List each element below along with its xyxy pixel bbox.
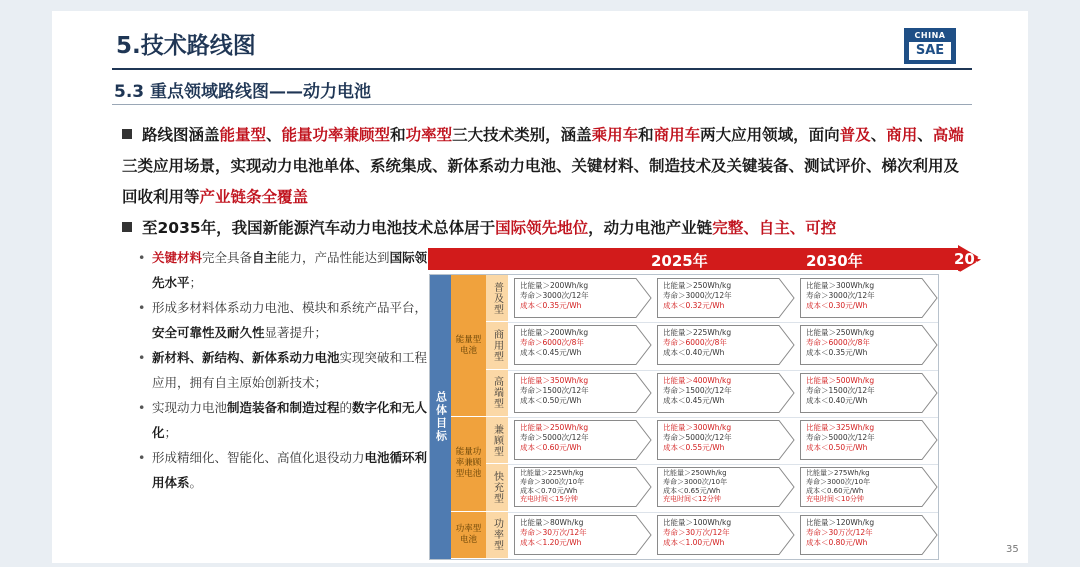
bullet-scope-segment: 路线图涵盖 <box>142 126 220 144</box>
key-point-text: 能力，产品性能达到 <box>277 250 390 265</box>
roadmap-target-cell <box>800 278 924 318</box>
row-divider <box>508 512 938 513</box>
target-metric: 比能量＞250Wh/kg <box>806 328 875 338</box>
title-divider <box>112 68 972 70</box>
target-metric: 成本＜0.60元/Wh <box>806 486 864 495</box>
year-2035: 2035年 <box>954 250 996 288</box>
target-metric: 比能量＞250Wh/kg <box>663 281 732 290</box>
target-metric: 成本＜1.00元/Wh <box>663 537 725 547</box>
target-metric: 成本＜0.30元/Wh <box>806 301 868 310</box>
target-metric: 成本＜0.55元/Wh <box>663 443 725 452</box>
china-sae-logo <box>904 28 956 64</box>
target-metric: 比能量＞500Wh/kg <box>806 375 875 385</box>
target-metric: 寿命＞30万次/12年 <box>520 527 587 537</box>
target-metric: 成本＜0.45元/Wh <box>663 395 725 405</box>
scenario-label: 快充型 <box>486 464 508 511</box>
key-point-item <box>132 345 432 395</box>
bullet-scope-segment: 、 <box>266 126 282 144</box>
year-2030: 2030年 <box>806 252 863 270</box>
target-metric: 比能量＞225Wh/kg <box>663 328 732 338</box>
target-metric: 寿命＞3000次/10年 <box>663 477 728 486</box>
key-point-text: 制造装备和制造过程 <box>227 400 340 415</box>
target-metric: 比能量＞400Wh/kg <box>663 375 732 385</box>
bullet-2035-text <box>142 219 836 237</box>
roadmap-target-cell <box>657 325 781 365</box>
bullet-scope-segment: 、 <box>870 126 887 144</box>
target-metric: 比能量＞300Wh/kg <box>806 281 875 290</box>
key-point-text: 数字化和无人化 <box>152 400 428 440</box>
key-point-text: 电池循环利用体系 <box>152 450 428 490</box>
target-metric: 寿命＞3000次/12年 <box>663 291 732 300</box>
target-metric: 成本＜0.80元/Wh <box>806 537 868 547</box>
scenario-label: 高端型 <box>486 370 508 417</box>
key-point-text: 新材料、新结构、新体系动力电池 <box>152 350 340 365</box>
slide <box>52 11 1028 563</box>
roadmap-target-cell <box>800 515 924 555</box>
target-metric: 比能量＞100Wh/kg <box>663 517 732 527</box>
key-point-text: ； <box>164 425 178 440</box>
bullet-scope-segment: 能量型 <box>219 126 267 144</box>
battery-category-label: 能量功率兼顾型电池 <box>451 417 486 512</box>
roadmap-target-cell <box>514 515 638 555</box>
roadmap-target-cell <box>514 325 638 365</box>
target-metric: 比能量＞325Wh/kg <box>806 423 875 432</box>
roadmap-target-cell <box>657 467 781 507</box>
key-point-text: 实现突破和工程应用，拥有自主原始创新技术； <box>152 350 428 390</box>
bullet-scope-segment: 能量功率兼顾型 <box>281 126 391 144</box>
target-metric: 比能量＞250Wh/kg <box>520 423 589 432</box>
target-metric: 充电时间＜12分钟 <box>663 495 721 504</box>
target-metric: 寿命＞5000次/12年 <box>806 433 875 442</box>
roadmap-target-cell <box>514 373 638 413</box>
target-metric: 寿命＞5000次/12年 <box>520 433 589 442</box>
key-point-item <box>132 395 432 445</box>
target-metric: 寿命＞1500次/12年 <box>663 385 732 395</box>
target-metric: 成本＜0.35元/Wh <box>806 348 868 358</box>
target-metric: 寿命＞1500次/12年 <box>520 385 589 395</box>
key-point-item <box>132 295 432 345</box>
target-metric: 成本＜0.45元/Wh <box>520 348 582 358</box>
bullet-scope-segment: 两大应用领域，面向 <box>700 126 840 144</box>
key-point-text: 关键材料 <box>152 250 203 265</box>
bullet-scope-segment: 、 <box>917 126 933 144</box>
target-metric: 成本＜0.50元/Wh <box>806 443 868 452</box>
target-metric: 比能量＞350Wh/kg <box>520 375 589 385</box>
target-metric: 成本＜0.40元/Wh <box>663 348 725 358</box>
target-metric: 成本＜0.70元/Wh <box>520 486 578 495</box>
target-metric: 成本＜0.40元/Wh <box>806 395 868 405</box>
key-point-text: 国际领先水平 <box>152 250 428 290</box>
target-metric: 成本＜0.32元/Wh <box>663 301 725 310</box>
bullet-scope-segment: 高端 <box>932 126 964 144</box>
roadmap-target-cell <box>514 278 638 318</box>
bullet-scope-segment: 乘用车 <box>591 126 639 144</box>
slide-title: 5.技术路线图 <box>116 33 256 59</box>
roadmap-target-cell <box>800 325 924 365</box>
key-point-text: ； <box>189 275 203 290</box>
bullet-scope-segment: 三类应用场景，实现动力电池单体、系统集成、新体系动力电池、关键材料、制造技术及关键装备、测试评价、梯次利用及回收利用等 <box>122 157 960 206</box>
key-point-text: 安全可靠性及耐久性 <box>152 325 265 340</box>
square-bullet-icon <box>122 129 132 139</box>
target-metric: 成本＜1.20元/Wh <box>520 537 582 547</box>
scenario-label: 商用型 <box>486 322 508 369</box>
bullet-2035-segment: 国际领先地位 <box>495 219 589 237</box>
target-metric: 寿命＞3000次/10年 <box>806 477 871 486</box>
key-point-text: 。 <box>189 475 203 490</box>
target-metric: 比能量＞225Wh/kg <box>520 469 584 478</box>
target-metric: 寿命＞3000次/12年 <box>806 291 875 300</box>
scenario-label: 功率型 <box>486 512 508 559</box>
target-metric: 成本＜0.65元/Wh <box>663 486 721 495</box>
row-divider <box>508 417 938 418</box>
key-points-list <box>132 245 432 495</box>
target-metric: 充电时间＜15分钟 <box>520 495 578 504</box>
bullet-2035-segment: 完整、自主、可控 <box>712 219 837 237</box>
row-divider <box>508 322 938 323</box>
bullet-scope <box>122 120 972 213</box>
bullet-scope-segment: 商用 <box>886 126 918 144</box>
section-subtitle: 5.3 重点领域路线图——动力电池 <box>114 82 372 102</box>
overall-goal-label: 总体目标 <box>430 275 451 559</box>
bullet-2035-segment: ，动力电池产业链 <box>588 219 713 237</box>
target-metric: 寿命＞3000次/10年 <box>520 477 585 486</box>
year-2025: 2025年 <box>651 252 708 270</box>
key-point-item <box>132 445 432 495</box>
bullet-scope-text <box>122 126 964 206</box>
target-metric: 充电时间＜10分钟 <box>806 495 864 504</box>
logo-bottom-text: SAE <box>909 42 951 60</box>
target-metric: 比能量＞80Wh/kg <box>520 517 584 527</box>
roadmap-target-cell <box>657 373 781 413</box>
key-point-text: 自主 <box>252 250 278 265</box>
bullet-scope-segment: 普及 <box>839 126 871 144</box>
target-metric: 成本＜0.50元/Wh <box>520 395 582 405</box>
roadmap-target-cell <box>657 278 781 318</box>
target-metric: 比能量＞275Wh/kg <box>806 469 870 478</box>
target-metric: 寿命＞1500次/12年 <box>806 385 875 395</box>
key-point-text: 形成精细化、智能化、高值化退役动力 <box>152 450 365 465</box>
key-point-text: 完全具备 <box>202 250 253 265</box>
scenario-label: 兼顾型 <box>486 417 508 464</box>
target-metric: 寿命＞5000次/12年 <box>663 433 732 442</box>
roadmap-target-cell <box>514 420 638 460</box>
roadmap-table <box>429 274 939 560</box>
target-metric: 成本＜0.35元/Wh <box>520 301 582 310</box>
target-metric: 比能量＞200Wh/kg <box>520 281 589 290</box>
target-metric: 比能量＞300Wh/kg <box>663 423 732 432</box>
key-point-item <box>132 245 432 295</box>
bullet-2035-goal <box>122 213 972 244</box>
roadmap-target-cell <box>800 373 924 413</box>
key-point-text: 形成多材料体系动力电池、模块和系统产品平台， <box>152 300 428 315</box>
key-point-text: 的 <box>339 400 353 415</box>
target-metric: 寿命＞6000次/8年 <box>520 338 584 348</box>
bullet-scope-segment: 和 <box>390 126 406 144</box>
bullet-scope-segment: 产业链条全覆盖 <box>199 188 309 206</box>
bullet-2035-segment: 至2035年，我国新能源汽车动力电池技术总体居于 <box>142 219 496 237</box>
target-metric: 比能量＞120Wh/kg <box>806 517 875 527</box>
target-metric: 寿命＞6000次/8年 <box>806 338 870 348</box>
target-metric: 比能量＞250Wh/kg <box>663 469 727 478</box>
subtitle-divider <box>112 104 972 105</box>
bullet-scope-segment: 和 <box>638 126 654 144</box>
row-divider <box>508 370 938 371</box>
scenario-label: 普及型 <box>486 275 508 322</box>
roadmap-target-cell <box>657 515 781 555</box>
key-point-text: 显著提升； <box>264 325 328 340</box>
row-divider <box>508 464 938 465</box>
key-point-text: 实现动力电池 <box>152 400 228 415</box>
roadmap-target-cell <box>514 467 638 507</box>
bullet-scope-segment: 功率型 <box>405 126 453 144</box>
target-metric: 比能量＞200Wh/kg <box>520 328 589 338</box>
target-metric: 寿命＞30万次/12年 <box>806 527 873 537</box>
battery-category-label: 功率型电池 <box>451 512 486 559</box>
roadmap-target-cell <box>657 420 781 460</box>
target-metric: 成本＜0.60元/Wh <box>520 443 582 452</box>
bullet-scope-segment: 三大技术类别，涵盖 <box>452 126 592 144</box>
square-bullet-icon <box>122 222 132 232</box>
page-number: 35 <box>1006 544 1019 555</box>
roadmap-target-cell <box>800 467 924 507</box>
target-metric: 寿命＞30万次/12年 <box>663 527 730 537</box>
target-metric: 寿命＞3000次/12年 <box>520 291 589 300</box>
logo-top-text: CHINA <box>914 31 946 40</box>
battery-category-label: 能量型电池 <box>451 275 486 417</box>
bullet-scope-segment: 商用车 <box>653 126 701 144</box>
roadmap-target-cell <box>800 420 924 460</box>
target-metric: 寿命＞6000次/8年 <box>663 338 727 348</box>
